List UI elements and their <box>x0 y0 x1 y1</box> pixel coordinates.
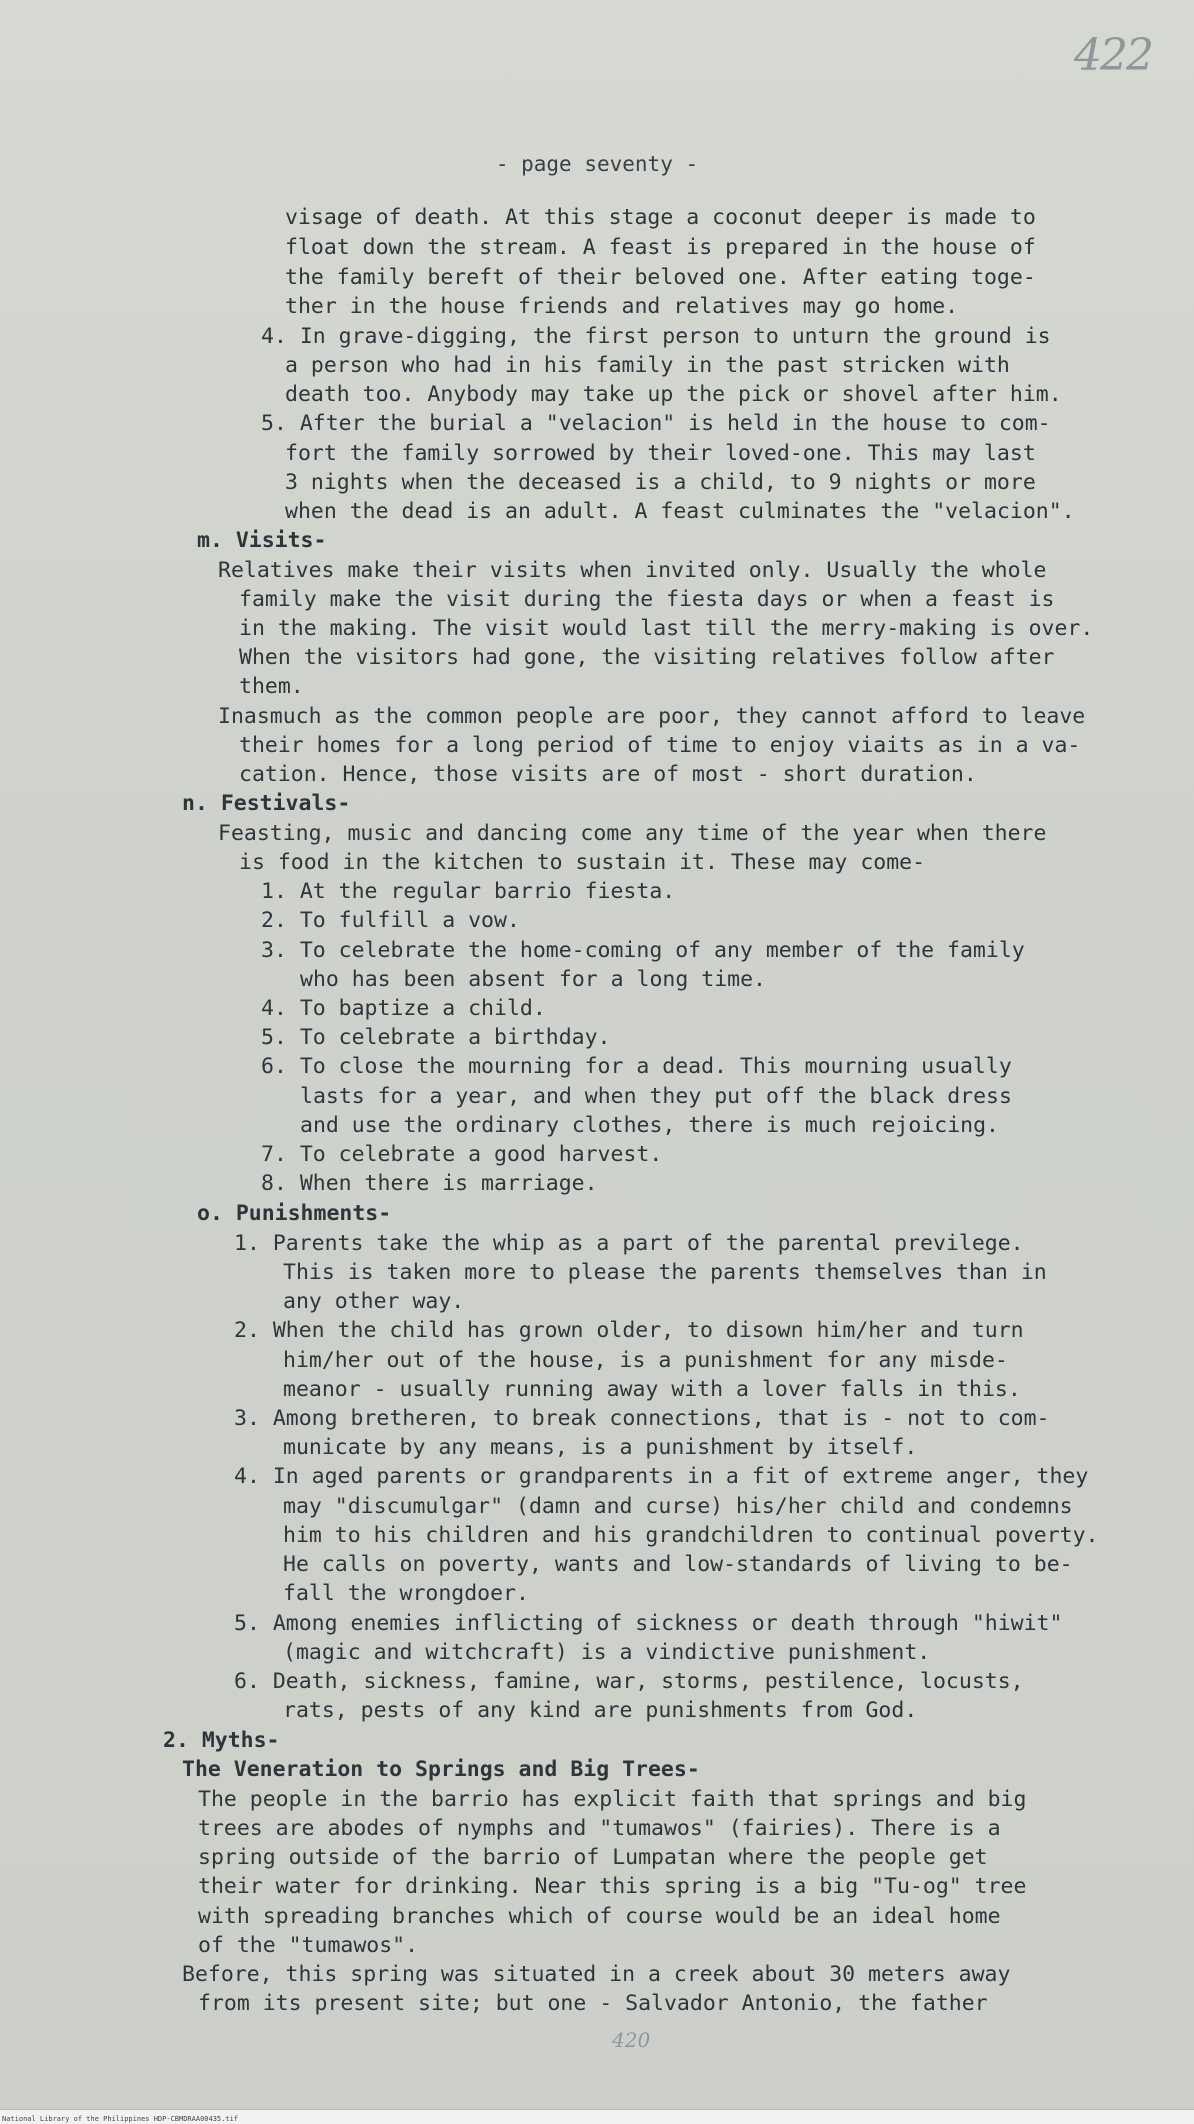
text-line: Before, this spring was situated in a creek about 30 meters away <box>182 1962 1011 1987</box>
text-line: family make the visit during the fiesta days or when a feast is <box>239 587 1055 612</box>
text-line: 4. In aged parents or grandparents in a fit of extreme anger, they <box>234 1464 1089 1489</box>
text-line: death too. Anybody may take up the pick or shovel after him. <box>285 382 1062 407</box>
text-line: spring outside of the barrio of Lumpatan where the people get <box>198 1845 988 1870</box>
text-line: is food in the kitchen to sustain it. These may come- <box>239 850 926 875</box>
text-line: 3 nights when the deceased is a child, to 9 nights or more <box>285 470 1036 495</box>
text-line: their water for drinking. Near this spring is a big "Tu-og" tree <box>198 1874 1027 1899</box>
text-line: 1. At the regular barrio fiesta. <box>261 879 676 904</box>
text-line: The people in the barrio has explicit faith that springs and big <box>198 1787 1027 1812</box>
text-line: float down the stream. A feast is prepared in the house of <box>285 235 1036 260</box>
text-line: 1. Parents take the whip as a part of the parental previlege. <box>234 1231 1024 1256</box>
text-line: 2. To fulfill a vow. <box>261 908 520 933</box>
text-line: Relatives make their visits when invited only. Usually the whole <box>218 558 1047 583</box>
section-heading: m. Visits- <box>197 528 327 553</box>
section-heading: o. Punishments- <box>197 1201 392 1226</box>
text-line: fort the family sorrowed by their loved-one. This may last <box>285 441 1036 466</box>
text-line: 3. Among bretheren, to break connections, that is - not to com- <box>234 1406 1050 1431</box>
text-line: (magic and witchcraft) is a vindictive punishment. <box>283 1640 931 1665</box>
text-line: a person who had in his family in the past stricken with <box>285 353 1010 378</box>
text-line: of the "tumawos". <box>198 1933 419 1958</box>
page-header: - page seventy - <box>495 152 699 176</box>
text-line: lasts for a year, and when they put off the black dress <box>300 1084 1012 1109</box>
text-line: 5. To celebrate a birthday. <box>261 1025 611 1050</box>
text-line: 3. To celebrate the home-coming of any member of the family <box>261 938 1025 963</box>
text-line: their homes for a long period of time to enjoy viaits as in a va- <box>239 733 1081 758</box>
text-line: This is taken more to please the parents themselves than in <box>283 1260 1047 1285</box>
text-line: trees are abodes of nymphs and "tumawos" (fairies). There is a <box>198 1816 1001 1841</box>
text-line: Inasmuch as the common people are poor, they cannot afford to leave <box>218 704 1086 729</box>
section-heading: 2. Myths- <box>163 1728 280 1753</box>
text-line: 5. Among enemies inflicting of sickness or death through "hiwit" <box>234 1611 1063 1636</box>
text-line: him to his children and his grandchildren to continual poverty. <box>283 1523 1099 1548</box>
text-line: fall the wrongdoer. <box>283 1581 529 1606</box>
text-line: from its present site; but one - Salvador Antonio, the father <box>198 1991 988 2016</box>
text-line: 6. Death, sickness, famine, war, storms, pestilence, locusts, <box>234 1669 1024 1694</box>
text-line: cation. Hence, those visits are of most - short duration. <box>239 762 977 787</box>
text-line: with spreading branches which of course would be an ideal home <box>198 1904 1001 1929</box>
footer-page-number: 420 <box>612 2028 651 2052</box>
text-line: may "discumulgar" (damn and curse) his/her child and condemns <box>283 1494 1073 1519</box>
text-line: 7. To celebrate a good harvest. <box>261 1142 663 1167</box>
text-line: When the visitors had gone, the visiting relatives follow after <box>239 645 1055 670</box>
scan-caption-strip <box>0 2109 1194 2124</box>
text-line: 5. After the burial a "velacion" is held in the house to com- <box>261 411 1051 436</box>
text-line: who has been absent for a long time. <box>300 967 766 992</box>
text-line: when the dead is an adult. A feast culminates the "velacion". <box>285 499 1075 524</box>
text-line: visage of death. At this stage a coconut deeper is made to <box>285 205 1036 230</box>
text-line: 2. When the child has grown older, to disown him/her and turn <box>234 1318 1024 1343</box>
text-line: 6. To close the mourning for a dead. This mourning usually <box>261 1054 1012 1079</box>
text-line: rats, pests of any kind are punishments from God. <box>283 1698 918 1723</box>
text-line: in the making. The visit would last till the merry-making is over. <box>239 616 1094 641</box>
section-heading: n. Festivals- <box>182 791 351 816</box>
text-line: Feasting, music and dancing come any time of the year when there <box>218 821 1047 846</box>
text-line: and use the ordinary clothes, there is much rejoicing. <box>300 1113 999 1138</box>
text-line: municate by any means, is a punishment by itself. <box>283 1435 918 1460</box>
section-heading: The Veneration to Springs and Big Trees- <box>182 1757 700 1782</box>
text-line: him/her out of the house, is a punishment for any misde- <box>283 1348 1008 1373</box>
text-line: 4. In grave-digging, the first person to unturn the ground is <box>261 324 1051 349</box>
text-line: He calls on poverty, wants and low-standards of living to be- <box>283 1552 1073 1577</box>
text-line: ther in the house friends and relatives may go home. <box>285 294 959 319</box>
scan-caption: National Library of the Philippines HDP-CBMDRAA00435.tif <box>2 2115 239 2123</box>
corner-annotation: 422 <box>1074 30 1152 81</box>
text-line: 4. To baptize a child. <box>261 996 546 1021</box>
text-line: any other way. <box>283 1289 465 1314</box>
text-line: them. <box>239 674 304 699</box>
text-line: the family bereft of their beloved one. After eating toge- <box>285 265 1036 290</box>
text-line: meanor - usually running away with a lover falls in this. <box>283 1377 1021 1402</box>
text-line: 8. When there is marriage. <box>261 1171 598 1196</box>
